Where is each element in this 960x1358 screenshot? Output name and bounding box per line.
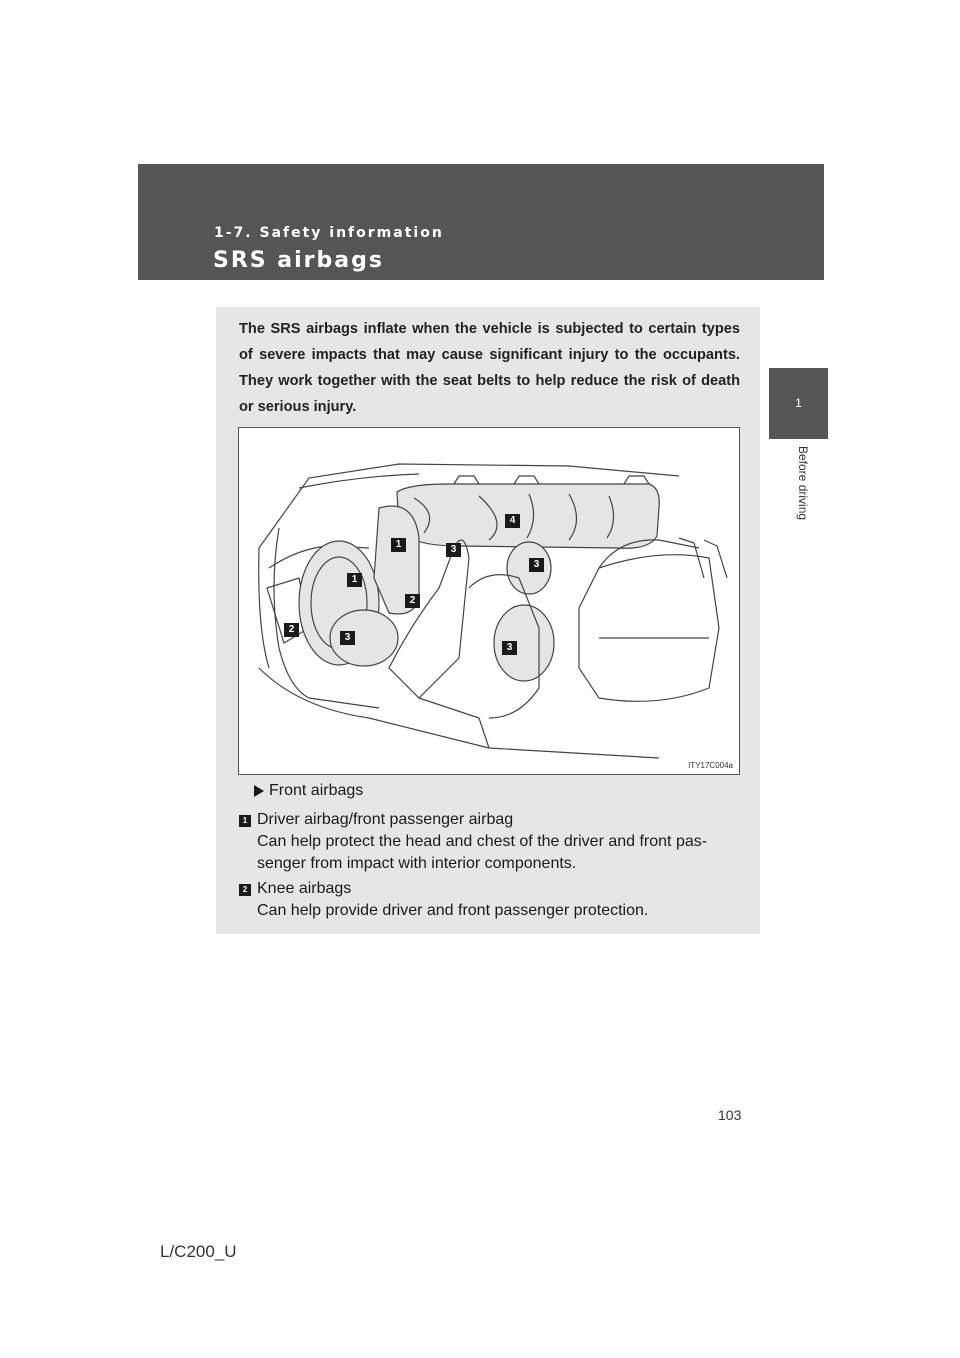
page-number: 103 [718,1107,742,1123]
subsection-heading: Front airbags [269,782,364,799]
item-1-line1: Can help protect the head and chest of the driver and front pas- [257,833,708,850]
callout-1-a: 1 [391,538,406,552]
item-marker-2: 2 [239,884,251,896]
section-title: 1-7. Safety information [214,225,444,241]
callout-3-d: 3 [502,641,517,655]
callout-3-a: 3 [446,543,461,557]
item-2-line1: Can help provide driver and front passenger protection. [257,902,649,919]
item-1-line2: senger from impact with interior components. [257,855,577,872]
chapter-tab [769,368,828,439]
item-1-title: Driver airbag/front passenger airbag [257,811,514,828]
callout-4: 4 [505,514,520,528]
callout-2-b: 2 [284,623,299,637]
model-code: L/C200_U [160,1242,237,1261]
chapter-number: 1 [795,396,802,410]
figure-code: ITY17C004a [688,761,733,770]
airbag-illustration [238,427,740,775]
callout-2-a: 2 [405,594,420,608]
item-marker-1: 1 [239,815,251,827]
chapter-label: Before driving [796,446,810,521]
car-interior-drawing [239,428,739,774]
callout-3-c: 3 [340,631,355,645]
section-bullet-icon [254,785,264,797]
intro-paragraph: The SRS airbags inflate when the vehicle is subjected to certain types of severe impacts that may cause significant injury to the occupants. They work together with the seat belts to help reduce the risk of death or serious injury. [239,321,740,415]
callout-1-b: 1 [347,573,362,587]
callout-3-b: 3 [529,558,544,572]
page-title: SRS airbags [213,248,384,273]
item-2-title: Knee airbags [257,880,352,897]
